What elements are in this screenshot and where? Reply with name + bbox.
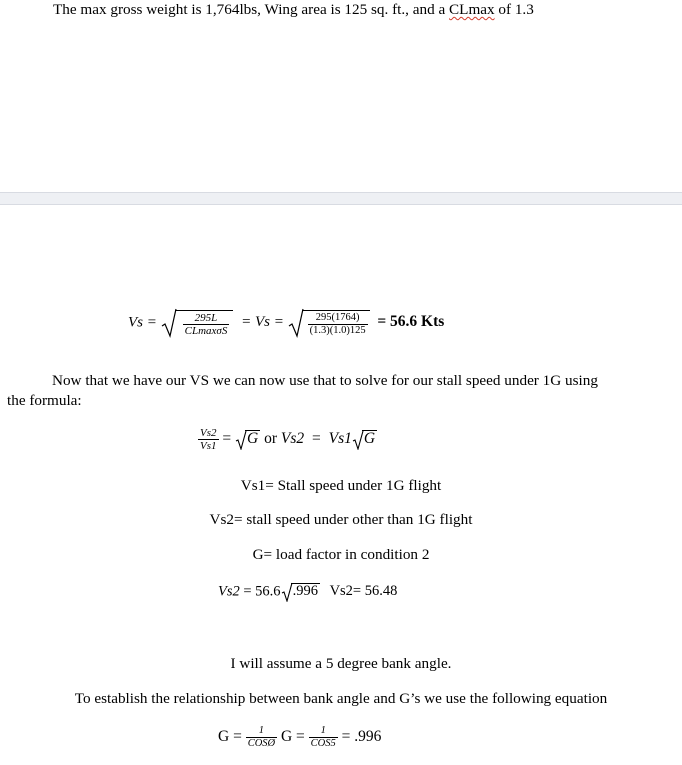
definition-vs1: Vs1= Stall speed under 1G flight bbox=[240, 477, 442, 494]
page-1 bbox=[0, 0, 682, 192]
intro-sentence: The max gross weight is 1,764lbs, Wing area is 125 sq. ft., and a CLmax of 1.3 bbox=[53, 1, 534, 18]
sqrt-1: $\frac{295L}{CLmax\sigma S}$ bbox=[161, 308, 234, 338]
vs-equation: Vs = $\frac{295L}{CLmax\sigma S}$ = Vs = $\frac{295(1764)}{(1.3)(1.0)125}$ = 56.6 Kts bbox=[128, 308, 444, 338]
relationship-text: To establish the relationship between bank angle and G’s we use the following equation bbox=[74, 690, 608, 707]
page-2 bbox=[0, 205, 682, 765]
definition-g: G= load factor in condition 2 bbox=[252, 546, 430, 563]
page-break bbox=[0, 192, 682, 205]
vs2-calculation: Vs2 = 56.6 .996 Vs2= 56.48 bbox=[218, 582, 397, 602]
vs-result: = 56.6 Kts bbox=[377, 313, 445, 331]
paragraph-line-2: the formula: bbox=[7, 392, 82, 409]
paragraph-line-1: Now that we have our VS we can now use that to solve for our stall speed under 1G using bbox=[52, 372, 598, 389]
g-equation: G = $\frac{1}{\text{COSØ}}$ G = $\frac{1}{\text{COS5}}$ = .996 bbox=[218, 725, 382, 749]
sqrt-2: $\frac{295(1764)}{(1.3)(1.0)125}$ bbox=[288, 308, 370, 338]
assumption-text: I will assume a 5 degree bank angle. bbox=[230, 655, 452, 672]
definition-vs2: Vs2= stall speed under other than 1G flight bbox=[209, 511, 473, 528]
spellcheck-word[interactable]: CLmax bbox=[449, 1, 495, 18]
ratio-equation: $\frac{Vs2}{Vs1}$ = G or Vs2 = Vs1 G bbox=[200, 427, 376, 452]
